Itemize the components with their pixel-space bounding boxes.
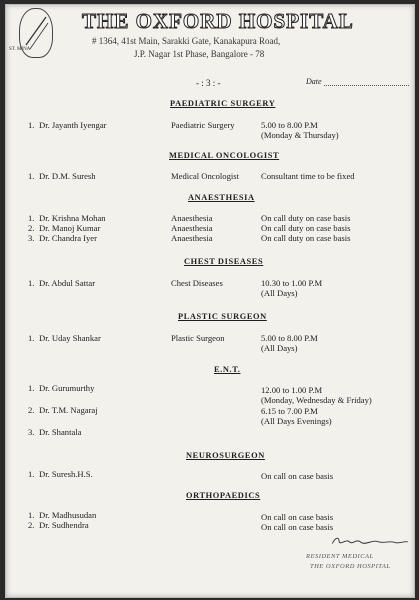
section-heading: E.N.T. bbox=[214, 365, 241, 374]
entry-number: 1. bbox=[28, 383, 35, 393]
doctor-timing: On call duty on case basis bbox=[261, 233, 351, 243]
entry-number: 1. bbox=[28, 333, 35, 343]
section-heading: ORTHOPAEDICS bbox=[186, 491, 261, 500]
doctor-timing: 6.15 to 7.00 P.M bbox=[261, 406, 318, 416]
doctor-name: Dr. Sudhendra bbox=[39, 520, 89, 530]
doctor-timing: 5.00 to 8.00 P.M bbox=[261, 333, 318, 343]
doctor-timing: On call on case basis bbox=[261, 522, 334, 532]
doctor-name: Dr. Abdul Sattar bbox=[39, 278, 96, 288]
entry-number: 2. bbox=[28, 520, 35, 530]
doctor-days: (All Days Evenings) bbox=[261, 416, 332, 426]
doctor-name: Dr. Suresh.H.S. bbox=[39, 469, 93, 479]
doctor-days: (Monday & Thursday) bbox=[261, 130, 339, 140]
doctor-days: (All Days) bbox=[261, 343, 298, 353]
date-label: Date bbox=[306, 77, 322, 86]
section-heading: PAEDIATRIC SURGERY bbox=[170, 99, 276, 108]
section-heading: PLASTIC SURGEON bbox=[178, 312, 267, 321]
doctor-timing: Consultant time to be fixed bbox=[261, 171, 355, 181]
doctor-days: (All Days) bbox=[261, 288, 298, 298]
doctor-days: (Monday, Wednesday & Friday) bbox=[261, 395, 372, 405]
doctor-name: Dr. D.M. Suresh bbox=[39, 171, 96, 181]
page-number: - : 3 : - bbox=[196, 78, 221, 88]
entry-number: 1. bbox=[28, 278, 35, 288]
doctor-timing: 10.30 to 1.00 P.M bbox=[261, 278, 323, 288]
doctor-timing: On call duty on case basis bbox=[261, 213, 351, 223]
seal-text: ST. MINA bbox=[9, 47, 31, 52]
address-line-1: # 1364, 41st Main, Sarakki Gate, Kanakapura Road, bbox=[92, 36, 281, 46]
hospital-name: THE OXFORD HOSPITAL bbox=[82, 9, 354, 33]
stamp-line-1: RESIDENT MEDICAL bbox=[306, 553, 374, 560]
doctor-specialty: Medical Oncologist bbox=[171, 171, 240, 181]
entry-number: 1. bbox=[28, 120, 35, 130]
section-heading: MEDICAL ONCOLOGIST bbox=[169, 151, 280, 160]
doctor-name: Dr. Madhusudan bbox=[39, 510, 97, 520]
entry-number: 3. bbox=[28, 233, 35, 243]
address-line-2: J.P. Nagar 1st Phase, Bangalore - 78 bbox=[134, 49, 265, 59]
doctor-specialty: Chest Diseases bbox=[171, 278, 223, 288]
doctor-name: Dr. Gurumurthy bbox=[39, 383, 95, 393]
doctor-specialty: Plastic Surgeon bbox=[171, 333, 225, 343]
doctor-name: Dr. Uday Shankar bbox=[39, 333, 101, 343]
section-heading: NEUROSURGEON bbox=[186, 451, 265, 460]
entry-number: 3. bbox=[28, 427, 35, 437]
entry-number: 1. bbox=[28, 469, 35, 479]
doctor-name: Dr. Krishna Mohan bbox=[39, 213, 106, 223]
doctor-name: Dr. T.M. Nagaraj bbox=[39, 405, 98, 415]
entry-number: 2. bbox=[28, 405, 35, 415]
doctor-timing: On call on case basis bbox=[261, 471, 334, 481]
doctor-timing: 5.00 to 8.00 P.M bbox=[261, 120, 318, 130]
doctor-name: Dr. Shantala bbox=[39, 427, 82, 437]
doctor-timing: On call on case basis bbox=[261, 512, 334, 522]
entry-number: 1. bbox=[28, 171, 35, 181]
doctor-timing: On call duty on case basis bbox=[261, 223, 351, 233]
section-heading: CHEST DISEASES bbox=[184, 257, 264, 266]
doctor-timing: 12.00 to 1.00 P.M bbox=[261, 385, 323, 395]
section-heading: ANAESTHESIA bbox=[188, 193, 255, 202]
doctor-specialty: Anaesthesia bbox=[171, 233, 213, 243]
doctor-specialty: Anaesthesia bbox=[171, 213, 213, 223]
doctor-name: Dr. Jayanth Iyengar bbox=[39, 120, 107, 130]
signature-icon bbox=[324, 535, 415, 547]
doctor-name: Dr. Manoj Kumar bbox=[39, 223, 101, 233]
doctor-specialty: Paediatric Surgery bbox=[171, 120, 235, 130]
entry-number: 2. bbox=[28, 223, 35, 233]
date-line bbox=[324, 85, 409, 86]
entry-number: 1. bbox=[28, 510, 35, 520]
stamp-line-2: THE OXFORD HOSPITAL bbox=[310, 563, 391, 570]
doctor-specialty: Anaesthesia bbox=[171, 223, 213, 233]
document-page bbox=[5, 4, 415, 598]
doctor-name: Dr. Chandra Iyer bbox=[39, 233, 97, 243]
entry-number: 1. bbox=[28, 213, 35, 223]
